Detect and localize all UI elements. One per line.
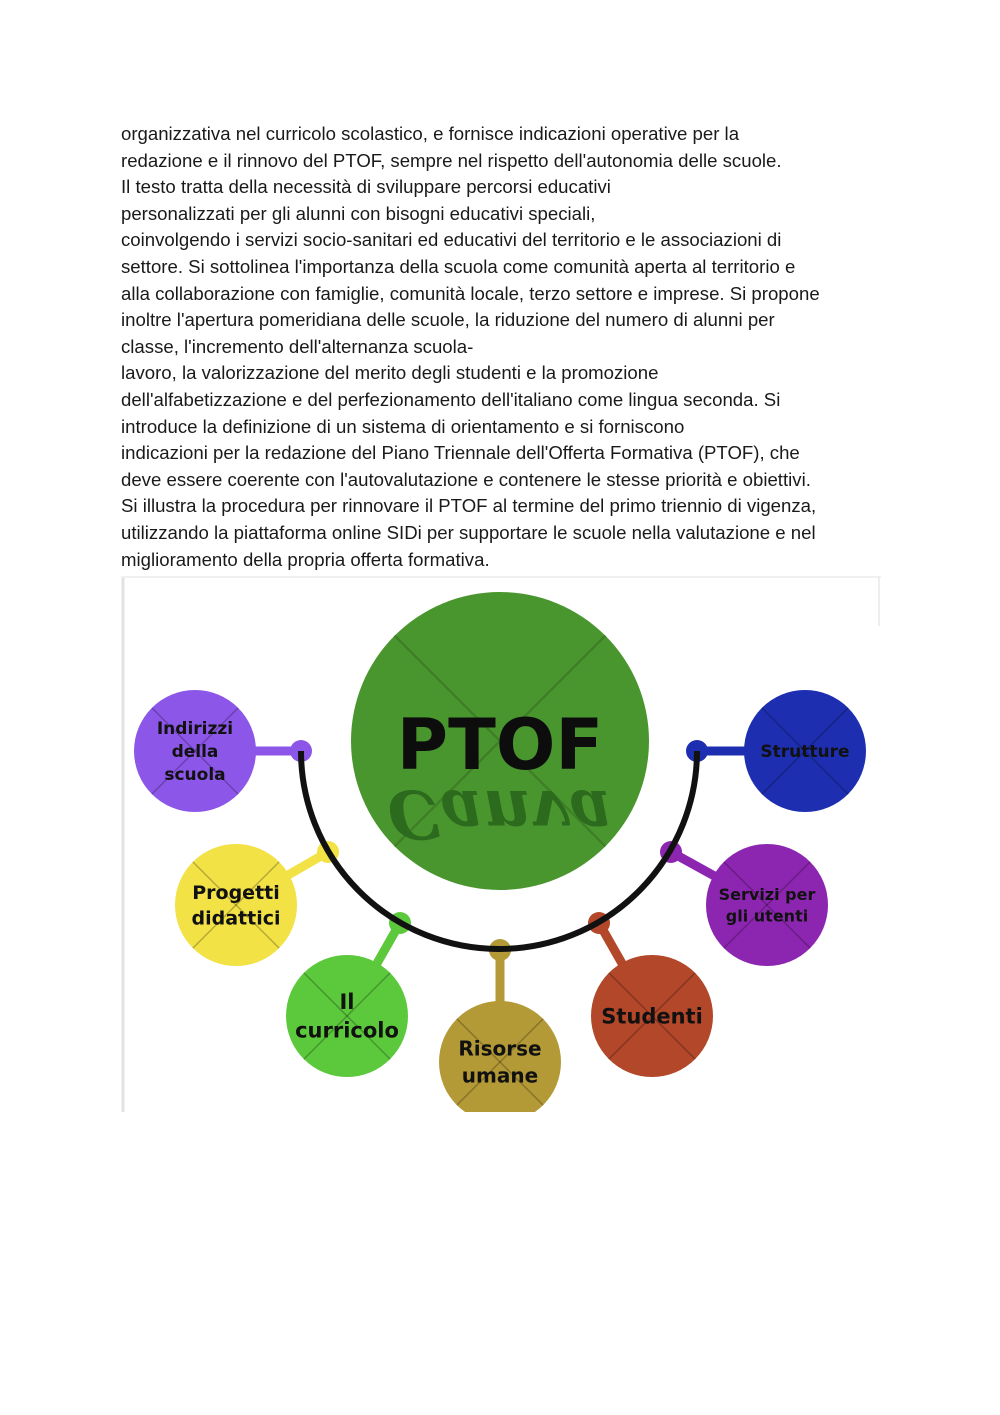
- text-line: personalizzati per gli alunni con bisogni educativi speciali,: [121, 202, 596, 224]
- text-line: deve essere coerente con l'autovalutazione e contenere le stesse priorità e obiettivi.: [121, 468, 811, 490]
- text-line: miglioramento della propria offerta formativa.: [121, 548, 490, 570]
- indirizzi-label-line: della: [171, 741, 219, 762]
- progetti-label-line: Progetti: [192, 881, 280, 904]
- text-line: classe, l'incremento dell'alternanza scuola-: [121, 335, 474, 357]
- risorse-label-line: Risorse: [458, 1036, 542, 1061]
- text-line: redazione e il rinnovo del PTOF, sempre nel rispetto dell'autonomia delle scuole.: [121, 149, 782, 171]
- text-line: inoltre l'apertura pomeridiana delle scuole, la riduzione del numero di alunni per: [121, 309, 775, 331]
- risorse-label-line: umane: [461, 1063, 539, 1088]
- indirizzi-label-line: scuola: [164, 764, 226, 785]
- servizi-label-line: gli utenti: [725, 906, 809, 926]
- text-line: Il testo tratta della necessità di sviluppare percorsi educativi: [121, 176, 611, 198]
- node-curricolo: [286, 955, 408, 1077]
- text-line: organizzativa nel curricolo scolastico, e fornisce indicazioni operative per la: [121, 123, 740, 144]
- curricolo-label-line: Il: [339, 990, 355, 1015]
- ptof-diagram-svg: [121, 576, 881, 1112]
- text-line: settore. Si sottolinea l'importanza della scuola come comunità aperta al territorio e: [121, 255, 796, 277]
- node-progetti: [175, 844, 297, 966]
- ptof-diagram: [121, 576, 881, 1112]
- indirizzi-label-line: Indirizzi: [156, 719, 234, 739]
- strutture-label: [760, 742, 849, 762]
- canva-watermark-logo: Canva: [387, 775, 613, 853]
- studenti-label: [601, 1004, 703, 1028]
- text-line: lavoro, la valorizzazione del merito degli studenti e la promozione: [121, 362, 659, 384]
- center-layer: [351, 592, 649, 890]
- text-line: indicazioni per la redazione del Piano Triennale dell'Offerta Formativa (PTOF), che: [121, 442, 800, 464]
- strutture-label-line: Strutture: [760, 741, 850, 762]
- node-indirizzi: [134, 690, 256, 812]
- text-line: Si illustra la procedura per rinnovare il PTOF al termine del primo triennio di vigenza,: [121, 495, 817, 517]
- body-paragraph: [121, 121, 891, 573]
- text-line: dell'alfabetizzazione e del perfezionamento dell'italiano come lingua seconda. Si: [121, 388, 781, 410]
- center-title: PTOF: [396, 704, 604, 786]
- studenti-label-line: Studenti: [601, 1004, 703, 1029]
- text-line: alla collaborazione con famiglie, comunità locale, terzo settore e imprese. Si propone: [121, 282, 820, 304]
- servizi-label-line: Servizi per: [718, 884, 816, 904]
- text-line: utilizzando la piattaforma online SIDi per supportare le scuole nella valutazione e nel: [121, 521, 816, 543]
- text-line: coinvolgendo i servizi socio-sanitari ed educativi del territorio e le associazioni di: [121, 229, 782, 251]
- progetti-label-line: didattici: [191, 907, 281, 930]
- node-studenti: [591, 955, 713, 1077]
- curricolo-label-line: curricolo: [295, 1018, 399, 1043]
- text-line: introduce la definizione di un sistema di orientamento e si forniscono: [121, 415, 685, 437]
- node-strutture: [744, 690, 866, 812]
- node-servizi: [706, 844, 828, 966]
